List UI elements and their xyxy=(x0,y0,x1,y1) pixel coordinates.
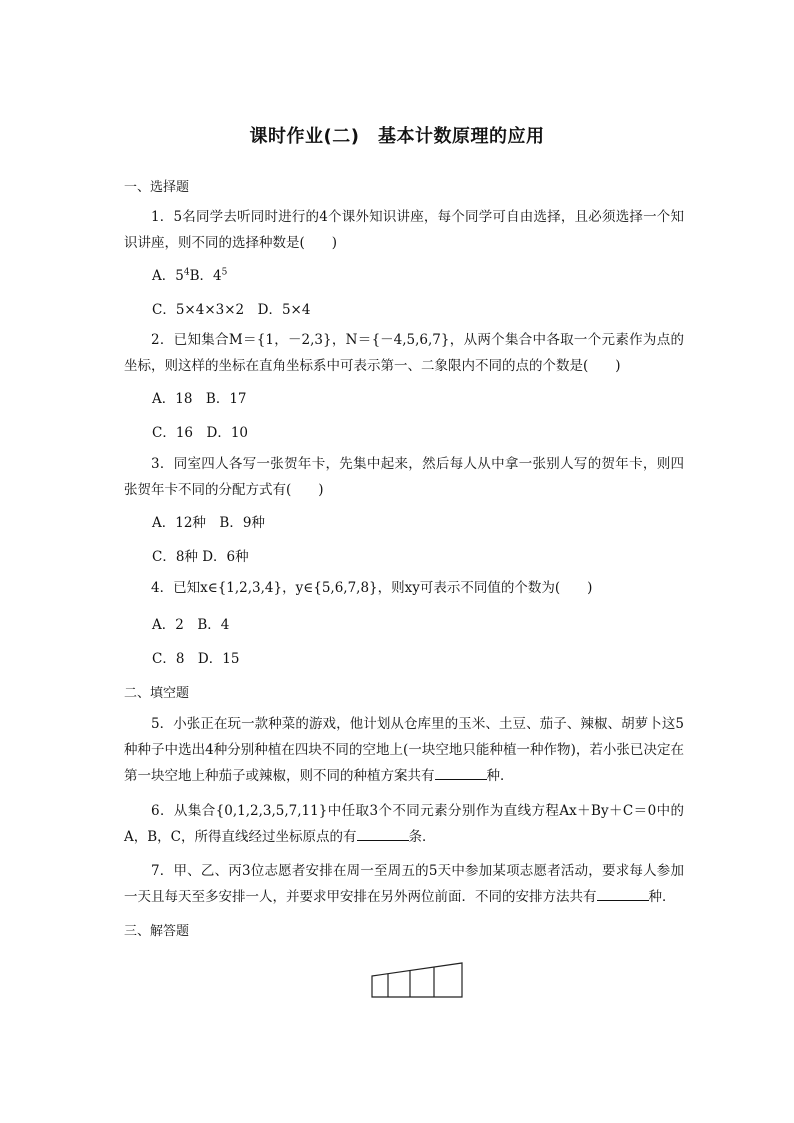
q6-answer-blank xyxy=(357,826,409,841)
q2-options-row2: C．16 D．10 xyxy=(152,425,249,441)
q1-options-row2: C．5×4×3×2 D．5×4 xyxy=(152,302,311,318)
question-2: 2．已知集合M＝{1，－2,3}，N＝{－4,5,6,7}，从两个集合中各取一个元素作为点的坐标，则这样的坐标在直角坐标系中可表示第一、二象限内不同的点的个数是( ) xyxy=(124,332,684,374)
question-7 xyxy=(124,858,684,910)
q5-text: 5．小张正在玩一款种菜的游戏，他计划从仓库里的玉米、土豆、茄子、辣椒、胡萝卜这5种种子中选出4种分别种植在四块不同的空地上(一块空地只能种植一种作物)，若小张已决定在第一块空地上种茄子或辣椒，则不同的种植方案共有 xyxy=(124,716,684,784)
q4-options-row1: A．2 B．4 xyxy=(152,617,230,633)
q5-text-end: 种． xyxy=(486,768,514,784)
q4-options-row2: C．8 D．15 xyxy=(152,651,240,667)
planting-plots-figure xyxy=(368,960,468,1000)
question-4: 4．已知x∈{1,2,3,4}，y∈{5,6,7,8}，则xy可表示不同值的个数为( ) xyxy=(151,580,593,596)
q7-text-end: 种． xyxy=(648,889,676,905)
q6-text: 6．从集合{0,1,2,3,5,7,11}中任取3个不同元素分别作为直线方程Ax＋By＋C＝0中的A，B，C，所得直线经过坐标原点的有 xyxy=(124,803,684,845)
q1-option-b-exp: 5 xyxy=(221,267,228,278)
question-3: 3．同室四人各写一张贺年卡，先集中起来，然后每人从中拿一张别人写的贺年卡，则四张贺年卡不同的分配方式有( ) xyxy=(124,456,684,498)
q7-answer-blank xyxy=(597,886,649,901)
section-heading-answer: 三、解答题 xyxy=(124,924,190,939)
question-1: 1．5名同学去听同时进行的4个课外知识讲座，每个同学可自由选择，且必须选择一个知识讲座，则不同的选择种数是( ) xyxy=(124,209,684,251)
plots-outline xyxy=(372,963,462,997)
q1-options-row1 xyxy=(152,264,227,284)
q6-text-end: 条． xyxy=(408,829,436,845)
q5-answer-blank xyxy=(435,765,487,780)
q1-option-b: B．4 xyxy=(189,268,222,284)
q3-options-row2: C．8种 D．6种 xyxy=(152,549,249,565)
q3-options-row1: A．12种 B．9种 xyxy=(152,515,265,531)
q2-options-row1: A．18 B．17 xyxy=(152,391,247,407)
question-6 xyxy=(124,798,684,850)
question-5 xyxy=(124,711,684,789)
page-title: 课时作业(二) 基本计数原理的应用 xyxy=(249,126,545,147)
q1-option-a-exp: 4 xyxy=(183,267,190,278)
section-heading-choice: 一、选择题 xyxy=(124,180,190,195)
q7-text: 7．甲、乙、丙3位志愿者安排在周一至周五的5天中参加某项志愿者活动，要求每人参加一天且每天至多安排一人，并要求甲安排在另外两位前面．不同的安排方法共有 xyxy=(124,863,684,905)
q1-option-a: A．5 xyxy=(152,268,184,284)
section-heading-fill: 二、填空题 xyxy=(124,686,190,701)
